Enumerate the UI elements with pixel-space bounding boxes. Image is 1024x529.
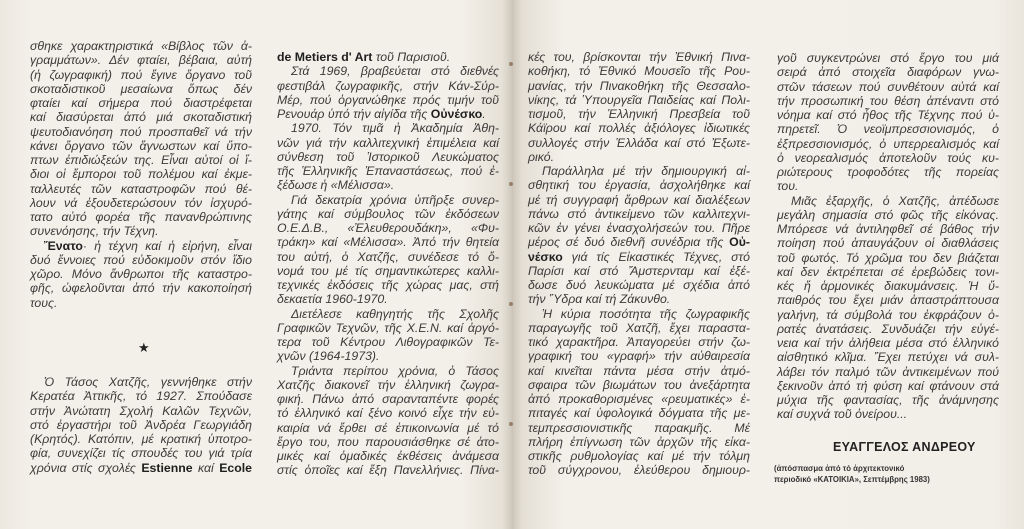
text-line: Ρενουάρ ὑπό τήν αἰγίδα τῆς Οὐνέσκο.: [277, 107, 486, 121]
text-line: πλήρη ἐπίγνωση τῶν ἀρχῶν τῆς εἰκα-: [528, 434, 750, 449]
text-line: de Metiers d' Art τοῦ Παρισιοῦ.: [277, 50, 451, 64]
text-line: ταλλευτές τῶν καταστροφῶν πού θέ-: [30, 181, 252, 196]
text-line: Κάϊρου καί πολλές ἀξιόλογες ἰδιωτικές: [528, 121, 750, 136]
text-line: τερα τοῦ Κέντρου Λιθογραφικῶν Τε-: [277, 335, 499, 349]
binding-stitch: [509, 422, 513, 426]
paragraph: [777, 194, 999, 422]
text-line: φῆς, ὠφελοῦνται ἀπό τήν κακοποίησή: [30, 281, 252, 296]
text-line: χνῶν (1964-1973).: [277, 349, 380, 364]
paragraph: [277, 307, 499, 364]
text-column-1-biography: [30, 375, 252, 475]
text-line: τικό χαρακτῆρα. Ἀπαγορεύει στήν ζω-: [528, 335, 750, 349]
text-line: Γραφικῶν Τεχνῶν, τῆς Χ.Ε.Ν. καί ἀργό-: [277, 320, 499, 335]
text-line: παραγωγῆς τοῦ Χατζῆ, ἔχει παραστα-: [528, 320, 750, 335]
text-line: κές ἤ ἁρμονικές διακυμάνσεις. Ἡ ὕ-: [777, 279, 999, 293]
text-line: χῶρο. Μόνο ἄνθρωποι τῆς καταστρο-: [30, 267, 252, 281]
bold-text: Ecole: [219, 460, 253, 475]
text-line: Μέρ, πού ὀργανώθηκε πρός τιμήν τοῦ: [277, 92, 499, 107]
text-line: γραφική του «γραφή» τήν αὐθαιρεσία: [528, 349, 750, 364]
text-line: τισμοῦ, τήν Ἑλληνική Πρεσβεία τοῦ: [528, 107, 750, 121]
paragraph: [777, 51, 999, 194]
paragraph: [528, 50, 750, 164]
text-line: καί κινεῖται πάντα μέσα στήν ἀτμό-: [528, 363, 750, 378]
text-line: συνενόησης, τήν Τέχνη.: [30, 224, 159, 239]
text-line: φεστιβάλ ζωγραφικῆς, στήν Κάν-Σύρ-: [277, 78, 499, 93]
paragraph: [277, 193, 499, 307]
source-note-line: (ἀπόσπασμα ἀπό τό ἀρχιτεκτονικό: [774, 464, 905, 473]
text-line: ξέδωσε ἡ «Μέλισσα».: [277, 178, 395, 193]
text-line: μύχια τῆς φαντασίας, τῆς ἀνάμνησης: [777, 393, 999, 407]
text-column-1: [30, 39, 252, 310]
text-line: σθητική του ἐργασία, ἀσχολήθηκε καί: [528, 178, 750, 193]
text-line: σφαιρα τῶν βιωμάτων του ἀνεξάρτητα: [528, 377, 750, 392]
text-line: τεχνικές ἐκδόσεις τῆς χώρας μας, στή: [277, 278, 499, 292]
text-line: στήν Ἀνώτατη Σχολή Καλῶν Τεχνῶν,: [30, 403, 252, 418]
source-note-line: περιοδικό «ΚΑΤΟΙΚΙΑ», Σεπτέμβρης 1983): [774, 475, 930, 484]
text-line: λουν νά ἐξουδετερώσουν τόν ἰσχυρό-: [30, 195, 252, 210]
bold-text: de Metiers d' Art: [277, 50, 373, 64]
paragraph: [277, 50, 499, 64]
text-line: Στά 1969, βραβεύεται στό διεθνές: [291, 64, 499, 79]
text-line: τους.: [30, 295, 58, 310]
text-line: τοῦ σύγχρονου, ἐλεύθερου δημιουρ-: [528, 463, 750, 478]
text-line: ποίηση πού ἀπαυγάζουν οἱ διαθλάσεις: [777, 236, 999, 251]
text-line: ἐξπρεσσιονισμός, ὁ υπερρεαλισμός καί: [777, 136, 999, 151]
text-line: τῆς Ἑλληνικῆς Ἐπαναστάσεως, πού ἐ-: [277, 164, 499, 178]
text-line: χρόνια στίς σχολές Estienne καί Ecole: [30, 460, 253, 475]
text-line: νομά του μέ τίς σημαντικώτερες καλλι-: [277, 263, 499, 278]
text-line: Μιᾶς ἐξαρχῆς, ὁ Χατζῆς, ἀπέδωσε: [791, 193, 999, 208]
text-line: Παρίσι καί στό Ἄμστερνταμ καί ἐξέ-: [528, 263, 750, 278]
paragraph: [277, 121, 499, 192]
text-column-3: [528, 50, 750, 478]
text-line: μανίας, τήν Πινακοθήκη τῆς Θεσσαλο-: [528, 78, 750, 93]
text-line: μεγάλη σημασία στό φῶς τῆς εἰκόνας.: [777, 207, 999, 222]
text-line: νέσκο γιά τίς Εἰκαστικές Τέχνες, στό: [528, 249, 750, 264]
text-line: Ὁ Τάσος Χατζῆς, γεννήθηκε στήν: [44, 375, 252, 389]
text-line: φική. Πάνω ἀπό σαρανταπέντε φορές: [277, 392, 499, 406]
text-line: φταίει καί σήμερα πού διαστρέφεται: [30, 96, 252, 110]
text-line: Παράλληλα μέ τήν δημιουργική αἰ-: [542, 164, 750, 178]
text-line: Ἡ κύρια ποσότητα τῆς ζωγραφικῆς: [542, 306, 750, 321]
text-column-2: [277, 50, 499, 478]
text-line: δωσε δυό λευκώματα μέ σχέδια ἀπό: [528, 278, 750, 292]
binding-stitch: [509, 182, 513, 186]
text-line: Ἔνατο· ἡ τέχνη καί ἡ εἰρήνη, εἶναι: [44, 238, 252, 253]
text-line: Κερατέα Ἀττικῆς, τό 1927. Σπούδασε: [30, 389, 252, 404]
section-separator-star: ★: [138, 340, 150, 355]
text-line: μικές καί ὁμαδικές ἐκθέσεις ἀνάμεσα: [277, 449, 499, 463]
text-line: συλλογές στήν Ἑλλάδα καί στό Ἐξωτε-: [528, 135, 750, 150]
author-signature: ΕΥΑΓΓΕΛΟΣ ΑΝΔΡΕΟΥ: [833, 440, 976, 454]
paragraph: [30, 39, 252, 239]
text-line: του.: [777, 179, 799, 194]
text-line: τοῦ φωτός. Τό χρῶμα του δεν βιάζεται: [777, 250, 999, 265]
text-line: πτων ἐπιδιώξεών της. Εἶναι αὐτοί οἱ ἴ-: [30, 153, 252, 167]
paragraph: [528, 164, 750, 307]
binding-stitch: [509, 302, 513, 306]
paragraph: [528, 307, 750, 478]
text-line: τατο αὐτό φορέα τῆς πανανθρώπινης: [30, 210, 252, 224]
text-line: δεκαετία 1960-1970.: [277, 292, 388, 307]
text-line: κές του, βρίσκονται τήν Ἐθνική Πινα-: [528, 50, 750, 64]
text-line: τήν Ὕδρα καί τή Ζάκυνθο.: [528, 292, 671, 307]
paragraph: [277, 64, 499, 121]
text-line: ψευτοδιανόηση πού προσπαθεῖ νά τήν: [30, 124, 252, 139]
text-line: Γιά δεκατρία χρόνια ὑπῆρξε συνερ-: [291, 192, 499, 207]
text-line: στίς ὁποῖες καί ἔξη Πανελλήνιες. Πίνα-: [277, 463, 499, 478]
text-line: στῶν τάσεων πού συνθέτουν αὐτά καί: [777, 79, 999, 94]
text-line: τό ἑλληνικό καί ξένο κοινό εἶχε τήν εὐ-: [277, 406, 499, 421]
text-line: ρατές ἀνατάσεις. Συνδυάζει τήν εὐγέ-: [777, 321, 999, 336]
text-line: καί δεν ἐκτρέπεται σέ ἐρεβώδεις τονι-: [777, 264, 999, 279]
text-line: στό ἐργαστήρι τοῦ Ἀνδρέα Γεωργιάδη: [30, 417, 252, 432]
text-line: νόημα καί στό ἦθος τῆς Τέχνης πού ὑ-: [777, 108, 999, 122]
text-line: ρικό.: [528, 149, 555, 164]
text-line: στικῆς ρυθμολογίας καί μέ τήν τόλμη: [528, 449, 750, 463]
text-line: πιταγές καί ὑφολογικά δόγματα τῆς με-: [528, 406, 750, 421]
text-line: σύνθεση τοῦ Ἱστορικοῦ Λευκώματος: [277, 149, 499, 164]
text-line: αἰσθητικό κλῖμα. Ἔχει πετύχει νά συλ-: [777, 350, 999, 365]
text-line: ὁ νεορεαλισμός ἀποτελοῦν τούς κυ-: [777, 150, 999, 165]
text-line: πηρετεῖ. Ὁ νεοϊμπρεσσιονισμός, ὁ: [777, 122, 999, 137]
text-line: κοθήκη, τό Ἐθνικό Μουσεῖο τῆς Ρου-: [528, 64, 750, 79]
bold-text: Estienne: [141, 460, 193, 475]
text-line: σθηκε χαρακτηριστικά «Βίβλος τῶν ἀ-: [30, 39, 252, 53]
text-line: γαλήνη, τά σύμβολά του ἐκφράζουν ὁ-: [777, 307, 999, 322]
text-line: σειρά ἀπό στοιχεῖα διαφόρων γνω-: [777, 65, 999, 80]
text-line: τήν προσωπική του θέση ἀπέναντι στό: [777, 93, 999, 108]
text-line: δυό ἔννοιες πού εὐδοκιμοῦν στόν ἴδιο: [30, 252, 252, 267]
text-line: (Κρητός). Κατόπιν, μέ κρατική ὑποτρο-: [30, 432, 252, 446]
text-column-4: [777, 51, 999, 422]
text-line: ἀπό προκαθορισμένες «ρευματικές» ἐ-: [528, 392, 750, 406]
text-line: παιθρός του ἔχει μιάν ἀπαστράπτουσα: [777, 293, 999, 308]
text-line: σκοταδιστικοῦ μεσαίωνα ὅπως δέν: [30, 81, 252, 96]
text-line: ἔργο του, που παρουσιάσθηκε σέ ἀτο-: [277, 434, 499, 449]
bold-text: νέσκο: [528, 249, 563, 264]
text-line: νεια καί τήν ἀλήθεια μέσα στό ἑλληνικό: [777, 336, 999, 350]
text-line: γοῦ συγκεντρώνει στό ἔργο του μιά: [777, 51, 999, 65]
text-line: καί συχνά τοῦ ὀνείρου...: [777, 407, 908, 422]
text-line: μέ τή συγγραφή ἄρθρων καί διαλέξεων: [528, 192, 750, 207]
text-line: νίκης, τά Ὑπουργεῖα Παιδείας καί Πολι-: [528, 92, 750, 107]
paragraph: [30, 239, 252, 310]
paragraph: [30, 375, 252, 475]
text-line: κῶν ἐν γένει ἐνασχολήσεών του. Πῆρε: [528, 221, 750, 235]
text-line: του αὐτή, ὁ Χατζῆς, συνέδεσε τό ὄ-: [277, 249, 499, 264]
text-line: τράκη» καί «Μέλισσα». Ἀπό τήν θητεία: [277, 235, 499, 250]
text-line: καιρία νά ἔρθει σέ ἐπικοινωνία μέ τό: [277, 420, 499, 435]
text-line: Χατζῆς διακονεῖ τήν ἑλληνική ζωγρα-: [277, 377, 499, 392]
text-line: Ο.Ε.Δ.Β., «Ἐλευθερουδάκη», «Φυ-: [277, 221, 499, 235]
text-line: ξεκινοῦν ἀπό τή φύση καί φτάνουν στά: [777, 378, 999, 393]
text-line: Μπόρεσε νά ἀντιληφθεῖ σέ βάθος τήν: [777, 222, 999, 236]
text-line: γάτης καί σύμβουλος τῶν ἐκδόσεων: [277, 206, 499, 221]
text-line: μέρος σέ δυό διεθνῆ συνέδρια τῆς Οὐ-: [528, 235, 750, 250]
text-line: διοι οἱ ἔμποροι τοῦ πολέμου καί ἐκμε-: [30, 167, 252, 182]
text-line: Διετέλεσε καθηγητής τῆς Σχολῆς: [291, 306, 499, 321]
bold-text: Οὐ-: [729, 235, 750, 250]
text-line: πάνω στό ἀντικείμενο τῶν καλλιτεχνι-: [528, 206, 750, 221]
text-line: λάβει τόν παλμό τῶν ἀντικειμένων πού: [777, 364, 999, 379]
text-line: φία, συνεχίζει τίς σπουδές του γιά τρία: [30, 446, 252, 461]
bold-text: Οὐνέσκο: [430, 107, 483, 121]
text-line: (ἡ ζωγραφική) πού ἔγινε ὄργανο τοῦ: [30, 67, 252, 82]
text-line: καί διασύρεται ἀπό μιά σκοταδιστική: [30, 110, 252, 125]
text-line: γραμμάτων». Δέν φταίει, βέβαια, αὐτή: [30, 53, 252, 68]
text-line: 1970. Τόν τιμᾶ ἡ Ἀκαδημία Ἀθη-: [291, 121, 499, 136]
text-line: ριώτερους τροφοδότες τῆς πορείας: [777, 165, 999, 179]
bold-text: Ἔνατο: [44, 238, 83, 253]
text-line: τεμπρεσσιονιστικῆς παρακμῆς. Μέ: [528, 420, 750, 435]
text-line: νῶν γιά τήν καλλιτεχνική ἐπιμέλεια καί: [277, 135, 499, 150]
binding-stitch: [509, 62, 513, 66]
text-line: κάνει ὄργανο τῶν ἄγνωστων καί ὕπο-: [30, 138, 252, 153]
paragraph: [277, 364, 499, 478]
text-line: Τριάντα περίπου χρόνια, ὁ Τάσος: [291, 363, 499, 378]
